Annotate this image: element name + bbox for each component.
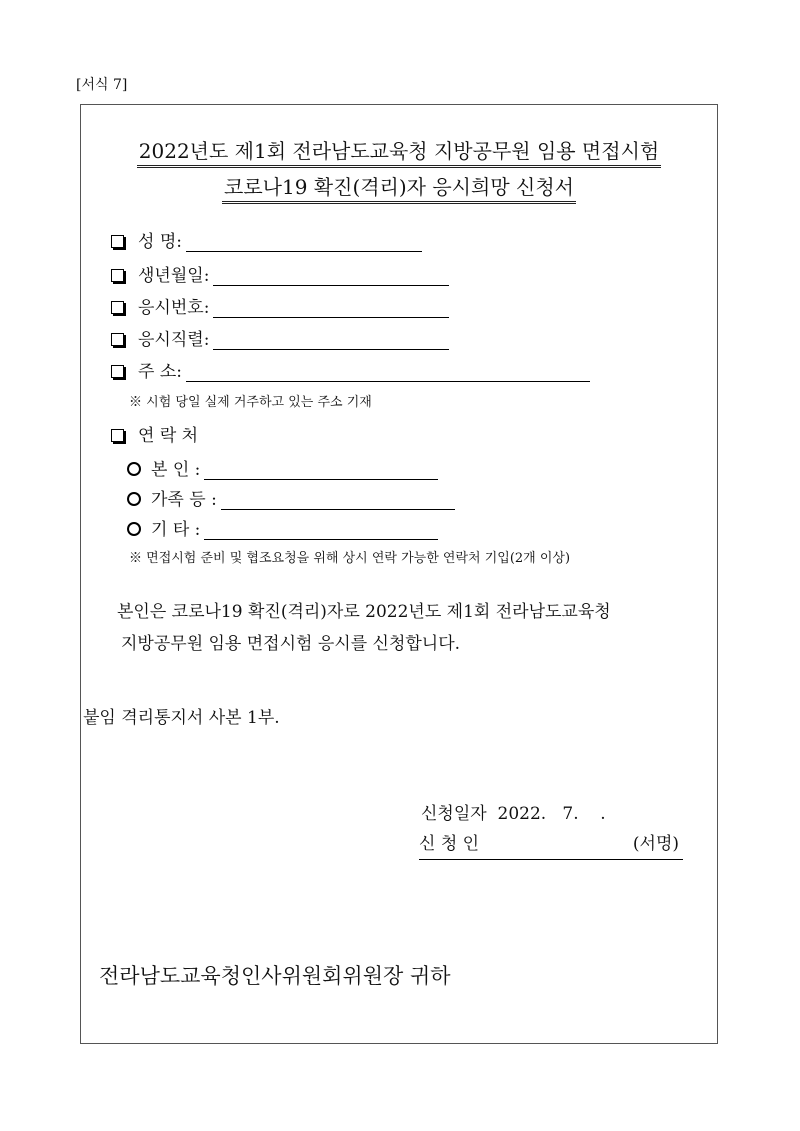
name-row xyxy=(111,227,422,252)
contact-row xyxy=(111,421,198,446)
circle-bullet-icon xyxy=(127,522,141,536)
contact-family-row xyxy=(127,485,455,510)
exam-no-row xyxy=(111,293,449,318)
exam-type-row xyxy=(111,325,449,350)
birth-row xyxy=(111,261,449,286)
form-code: [서식 7] xyxy=(76,77,128,93)
checkbox-icon xyxy=(111,429,124,442)
name-field[interactable] xyxy=(186,233,422,252)
statement-line-2: 지방공무원 임용 면접시험 응시를 신청합니다. xyxy=(121,634,461,654)
contact-other-row xyxy=(127,515,438,540)
applicant-row xyxy=(419,829,683,860)
addressee: 전라남도교육청인사위원회위원장 귀하 xyxy=(99,964,451,988)
exam-type-label: 응시직렬: xyxy=(138,330,210,350)
address-field[interactable] xyxy=(186,363,590,382)
name-label: 성 명: xyxy=(138,232,182,252)
exam-no-field[interactable] xyxy=(213,299,449,318)
contact-note: ※ 면접시험 준비 및 협조요청을 위해 상시 연락 가능한 연락처 기입(2개 이상) xyxy=(129,551,571,566)
contact-other-label: 기 타 : xyxy=(151,520,201,540)
contact-family-label: 가족 등 : xyxy=(151,490,217,510)
exam-type-field[interactable] xyxy=(213,331,449,350)
circle-bullet-icon xyxy=(127,462,141,476)
form-frame xyxy=(80,104,718,1044)
circle-bullet-icon xyxy=(127,492,141,506)
applicant-label: 신 청 인 xyxy=(419,834,480,854)
exam-no-label: 응시번호: xyxy=(138,298,210,318)
birth-field[interactable] xyxy=(213,267,449,286)
contact-self-label: 본 인 : xyxy=(151,460,201,480)
signature-label[interactable]: (서명) xyxy=(632,834,679,854)
contact-other-field[interactable] xyxy=(204,521,438,540)
checkbox-icon xyxy=(111,235,124,248)
attachment-note: 붙임 격리통지서 사본 1부. xyxy=(83,708,280,728)
application-date-label: 신청일자 xyxy=(421,804,487,824)
checkbox-icon xyxy=(111,333,124,346)
address-note: ※ 시험 당일 실제 거주하고 있는 주소 기재 xyxy=(129,395,372,410)
title-line-1: 2022년도 제1회 전라남도교육청 지방공무원 임용 면접시험 xyxy=(81,135,717,168)
contact-self-row xyxy=(127,455,438,480)
application-date xyxy=(421,797,606,831)
address-label: 주 소: xyxy=(138,362,182,382)
contact-family-field[interactable] xyxy=(221,491,455,510)
birth-label: 생년월일: xyxy=(138,266,210,286)
checkbox-icon xyxy=(111,301,124,314)
address-row xyxy=(111,357,590,382)
contact-self-field[interactable] xyxy=(204,461,438,480)
checkbox-icon xyxy=(111,269,124,282)
title-line-2: 코로나19 확진(격리)자 응시희망 신청서 xyxy=(81,171,717,204)
checkbox-icon xyxy=(111,365,124,378)
application-date-value: 2022. 7. . xyxy=(497,804,606,824)
contact-label: 연 락 처 xyxy=(138,426,199,446)
statement-line-1: 본인은 코로나19 확진(격리)자로 2022년도 제1회 전라남도교육청 xyxy=(117,602,611,622)
